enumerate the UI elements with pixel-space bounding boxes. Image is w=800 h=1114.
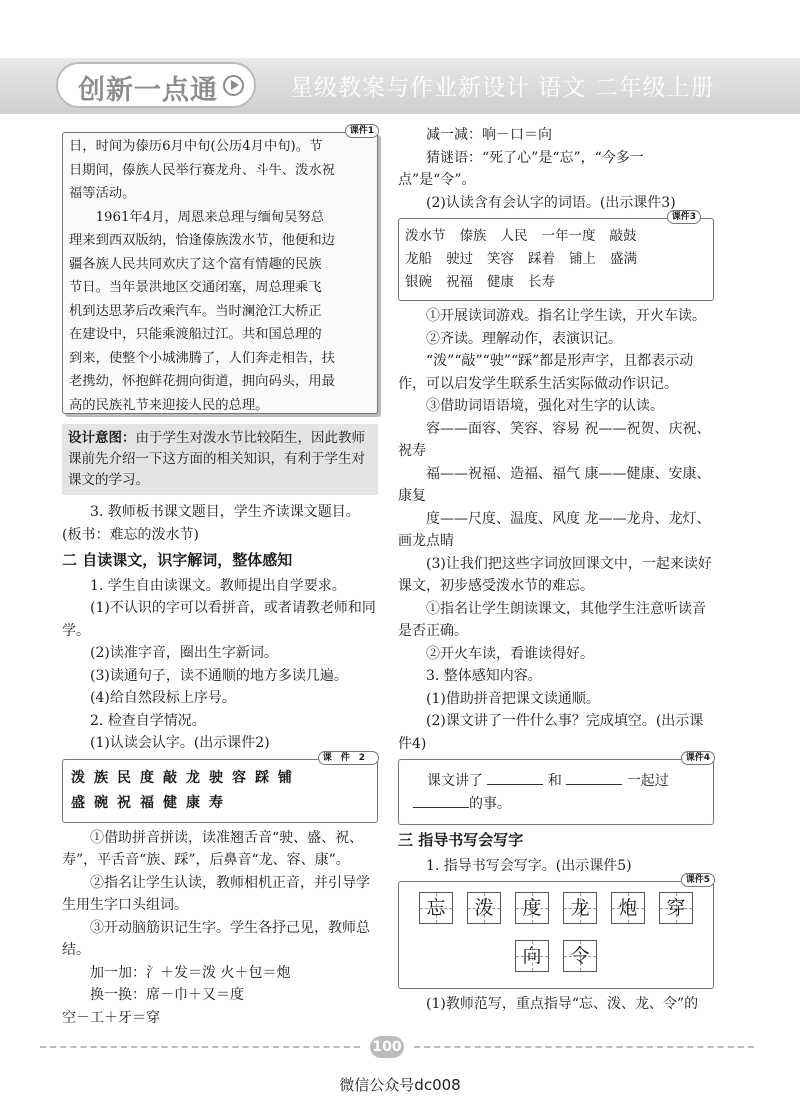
paragraph: 减一减：响－口＝向 — [426, 127, 552, 143]
fill-text: 课文讲了 — [427, 773, 483, 789]
paragraph: 2. 检查自学情况。 — [90, 712, 206, 729]
courseware-5 — [398, 875, 714, 989]
writing-char: 龙 — [570, 897, 590, 919]
courseware-tag: 课件3 — [667, 210, 701, 224]
paragraph: ③开动脑筋识记生字。学生各抒己见，教师总结。 — [62, 919, 370, 958]
paragraph: 1. 学生自由读课文。教师提出自学要求。 — [90, 577, 346, 594]
word: 银碗 — [405, 274, 432, 290]
footer-divider — [40, 1046, 360, 1048]
word: 盛满 — [610, 251, 637, 267]
word: 健康 — [487, 274, 514, 290]
paragraph: (1)认读会认字。(出示课件2) — [90, 735, 270, 751]
writing-char: 令 — [570, 945, 590, 967]
courseware-1 — [62, 126, 378, 414]
word: 泼水节 — [405, 228, 446, 244]
word: 祝福 — [446, 274, 473, 290]
word: 驶过 — [446, 251, 473, 267]
kj1-line: 理来到西双版纳，恰逢傣族泼水节，他便和边 — [69, 233, 335, 248]
fill-text: 和 — [547, 773, 562, 789]
word-row — [405, 248, 707, 271]
word: 傣族 — [459, 228, 487, 244]
kj1-line: 疆各族人民共同欢庆了这个富有情趣的民族 — [69, 256, 322, 272]
kj1-line: 老携幼，怀抱鲜花拥向街道，拥向码头，用最 — [69, 374, 335, 389]
design-intent — [62, 424, 378, 495]
char-row: 盛碗祝福健康寿 — [71, 794, 232, 811]
word: 踩着 — [528, 251, 555, 267]
paragraph: 空－工＋牙＝穿 — [62, 1009, 160, 1026]
left-column — [62, 128, 378, 1029]
word: 长寿 — [528, 274, 555, 290]
paragraph: (3)让我们把这些字词放回课文中，一起来读好课文，初步感受泼水节的难忘。 — [398, 555, 712, 594]
kj1-line: 在建设中，只能乘渡船过江。共和国总理的 — [69, 327, 322, 342]
watermark-text: 微信公众号dc008 — [339, 1076, 461, 1094]
book-title: 星级教案与作业新设计 语文 二年级上册 — [290, 75, 715, 101]
writing-cell — [563, 940, 597, 972]
writing-char: 炮 — [618, 897, 638, 919]
courseware-tag: 课件4 — [681, 751, 715, 765]
section-heading: 三 指导书写会写字 — [398, 831, 524, 849]
design-text: 由于学生对泼水节比较陌生，因此教师课前先介绍一下这方面的相关知识，有利于学生对课文的学习。 — [68, 430, 365, 488]
kj1-line: 1961年4月，周恩来总理与缅甸吴努总 — [95, 209, 325, 225]
kj1-line: 日，时间为傣历6月中旬(公历4月中旬)。节 — [69, 139, 323, 154]
word: 一年一度 — [541, 228, 596, 244]
paragraph: ②指名让学生认读，教师相机正音，并引导学生用生字口头组词。 — [62, 874, 370, 913]
paragraph: 1. 指导书写会写字。(出示课件5) — [426, 857, 632, 874]
design-label: 设计意图： — [68, 430, 136, 446]
blank[interactable] — [566, 770, 622, 785]
paragraph: “泼”“敲”“驶”“踩”都是形声字，且都表示动作，可以启发学生联系生活实际做动作识记。 — [398, 353, 694, 392]
writing-cell — [659, 892, 693, 924]
writing-cell — [419, 892, 453, 924]
paragraph: (1)不认识的字可以看拼音，或者请教老师和同学。 — [62, 600, 376, 639]
brand-title: 创新一点通 — [78, 75, 218, 106]
fill-text: 一起过 — [626, 773, 669, 789]
paragraph: 加一加：氵＋发＝泼 火＋包＝炮 — [90, 964, 291, 981]
paragraph: (2)课文讲了一件什么事？完成填空。(出示课件4) — [398, 713, 704, 752]
brand-badge — [56, 62, 256, 108]
blank[interactable] — [487, 770, 543, 785]
writing-char: 度 — [522, 897, 542, 919]
courseware-tag: 课件1 — [345, 124, 379, 138]
word: 敲鼓 — [609, 228, 637, 244]
courseware-3 — [398, 212, 714, 301]
writing-char: 穿 — [666, 897, 686, 919]
paragraph: 福——祝福、造福、福气 康——健康、安康、康复 — [398, 465, 711, 504]
word-row — [405, 225, 707, 248]
word: 笑容 — [487, 251, 514, 267]
paragraph: 容——面容、笑容、容易 祝——祝贺、庆祝、祝寿 — [398, 420, 711, 459]
paragraph: 换一换：席－巾＋又＝度 — [90, 987, 244, 1003]
writing-char: 泼 — [474, 897, 494, 919]
kj1-line: 福等活动。 — [69, 186, 136, 201]
fill-in-sentence — [413, 793, 699, 816]
fill-in-sentence — [413, 770, 699, 793]
paragraph: (1)教师范写，重点指导“忘、泼、龙、令”的 — [426, 996, 699, 1012]
word-row — [405, 271, 707, 294]
paragraph: (1)借助拼音把课文读通顺。 — [426, 690, 600, 707]
fill-text: 的事。 — [469, 796, 511, 812]
writing-char: 向 — [522, 945, 542, 967]
kj1-line: 日期间，傣族人民举行赛龙舟、斗牛、泼水祝 — [69, 162, 335, 178]
courseware-4 — [398, 753, 714, 825]
word: 人民 — [500, 228, 528, 244]
paragraph: (2)认读含有会认字的词语。(出示课件3) — [426, 194, 676, 211]
writing-cell — [515, 892, 549, 924]
page-header — [0, 58, 800, 114]
paragraph: ②齐读。理解动作，表演识记。 — [426, 330, 622, 347]
paragraph: 猜谜语：“死了心”是“忘”，“今多一点”是“令”。 — [398, 149, 644, 188]
courseware-tag: 课件5 — [681, 873, 715, 887]
page-number: 100 — [370, 1036, 404, 1058]
writing-cell — [515, 940, 549, 972]
paragraph: ①借助拼音拼读，读准翘舌音“驶、盛、祝、寿”，平舌音“族、踩”，后鼻音“龙、容、康”。 — [62, 829, 364, 868]
paragraph: ②开火车读，看谁读得好。 — [426, 645, 594, 662]
play-icon — [223, 75, 244, 96]
char-row: 泼族民度敲龙驶容踩铺 — [71, 769, 301, 786]
right-column — [398, 124, 714, 1016]
paragraph: 3. 整体感知内容。 — [426, 668, 542, 684]
courseware-tag: 课件2 — [318, 751, 379, 765]
paragraph: 3. 教师板书课文题目，学生齐读课文题目。(板书：难忘的泼水节) — [62, 504, 360, 543]
blank[interactable] — [413, 793, 469, 808]
writing-char: 忘 — [426, 897, 446, 919]
footer-divider — [414, 1046, 754, 1048]
word: 铺上 — [569, 251, 596, 267]
kj1-line: 高的民族礼节来迎接人民的总理。 — [69, 397, 269, 413]
writing-cell — [467, 892, 501, 924]
kj1-line: 节日。当年景洪地区交通闭塞，周总理乘飞 — [69, 280, 322, 295]
courseware-2 — [62, 752, 378, 823]
paragraph: 度——尺度、温度、风度 龙——龙舟、龙灯、画龙点睛 — [398, 510, 711, 549]
paragraph: (3)读通句子，读不通顺的地方多读几遍。 — [90, 667, 348, 684]
section-heading: 二 自读课文，识字解词，整体感知 — [62, 551, 293, 569]
writing-cell — [563, 892, 597, 924]
word: 龙船 — [405, 251, 432, 267]
writing-cell — [611, 892, 645, 924]
kj1-line: 到来，使整个小城沸腾了，人们奔走相告，扶 — [69, 350, 335, 366]
paragraph: (4)给自然段标上序号。 — [90, 690, 236, 706]
paragraph: (2)读准字音，圈出生字新词。 — [90, 645, 278, 661]
paragraph: ①指名让学生朗读课文，其他学生注意听读音是否正确。 — [398, 600, 706, 639]
paragraph: ①开展读词游戏。指名让学生读，开火车读。 — [426, 308, 706, 324]
paragraph: ③借助词语语境，强化对生字的认读。 — [426, 398, 664, 414]
kj1-line: 机到达思茅后改乘汽车。当时澜沧江大桥正 — [69, 303, 322, 319]
